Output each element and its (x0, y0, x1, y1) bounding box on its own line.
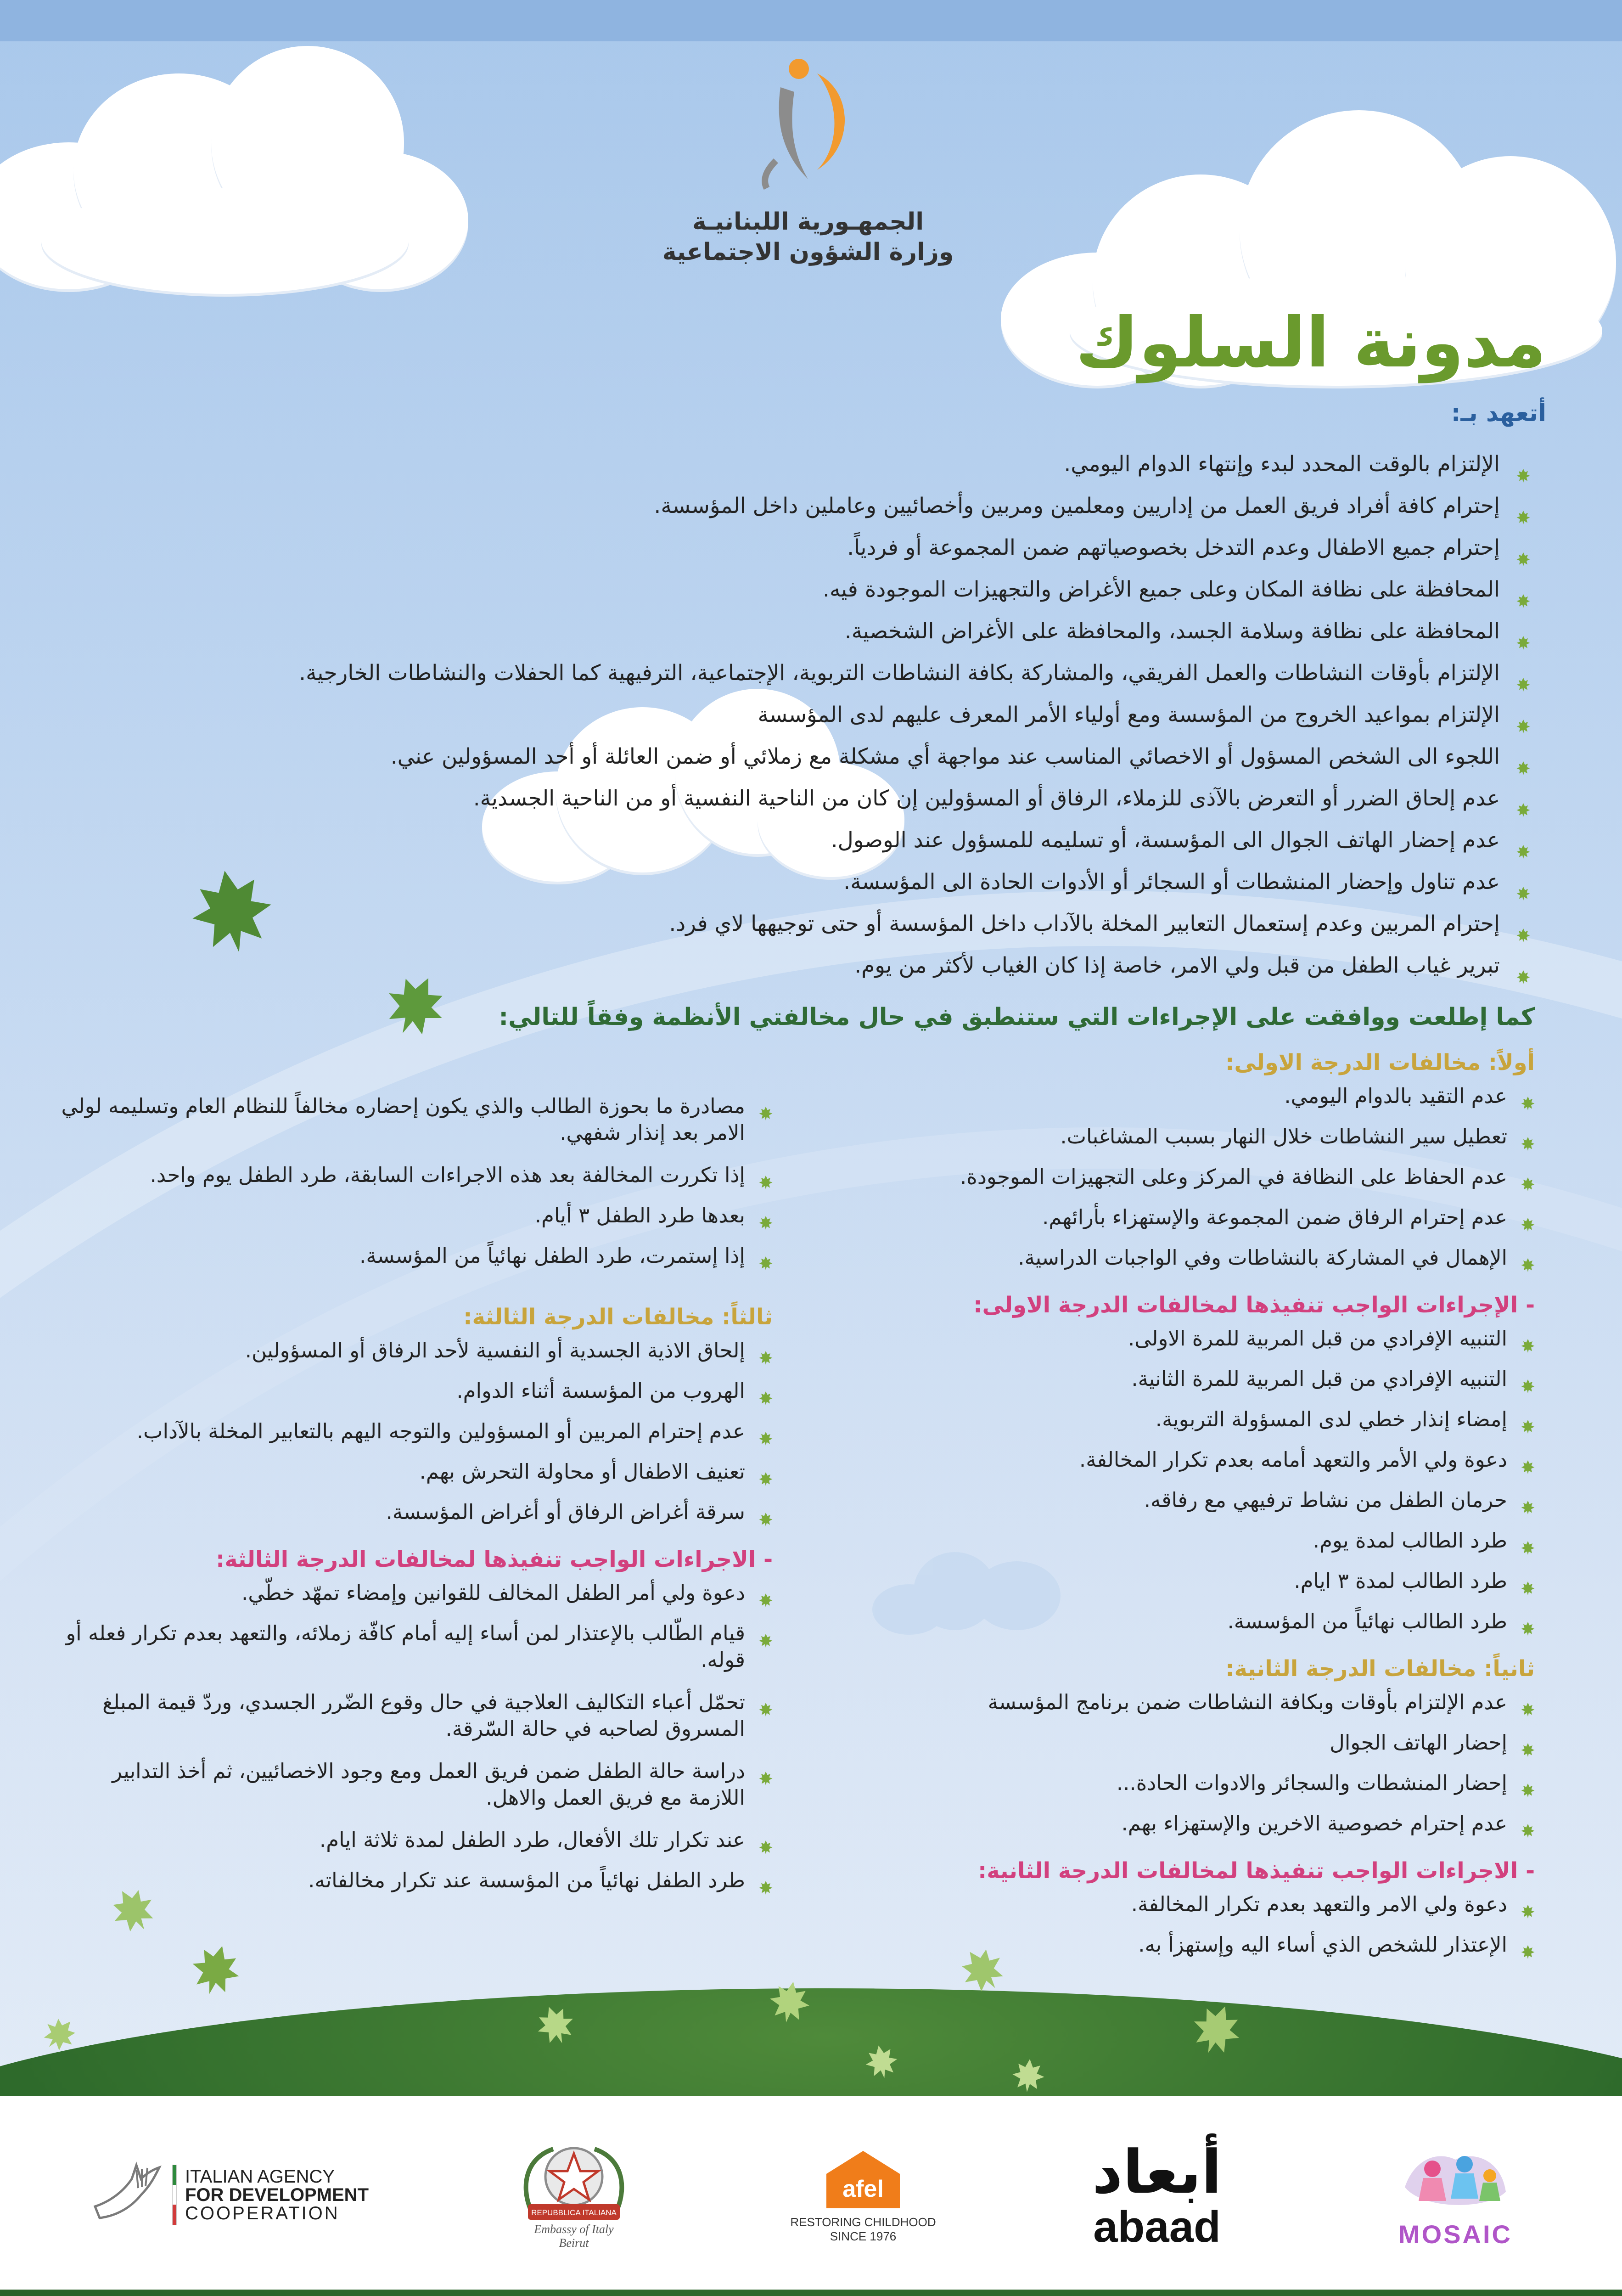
leaf-bullet-icon (1516, 875, 1530, 889)
leaf-bullet-icon (1516, 499, 1530, 513)
leaf-bullet-icon (1521, 1413, 1535, 1427)
list-item-text: عدم إلحاق الضرر أو التعرض بالآذى للزملاء، الرفاق أو المسؤولين إن كان من الناحية النفسية أو من الناحية الجسدية. (473, 785, 1500, 811)
leaf-icon (766, 1978, 813, 2026)
italian-emblem-icon (516, 2140, 631, 2223)
leaf-bullet-icon (1516, 541, 1530, 555)
list-item (56, 1758, 773, 1827)
embassy-script-1: Embassy of Italy (534, 2223, 614, 2236)
list-item-text: تحمّل أعباء التكاليف العلاجية في حال وقوع الضّرر الجسدي، وردّ قيمة المبلغ المسروق لصاحبه في حالة السّرقة. (102, 1690, 745, 1741)
list-item-text: دعوة ولي الامر والتعهد بعدم تكرار المخالفة. (1131, 1892, 1507, 1916)
list-item-text: حرمان الطفل من نشاط ترفيهي مع رفاقه. (1144, 1488, 1507, 1512)
list-item (56, 1337, 773, 1378)
section-heading: - الاجراءات الواجب تنفيذها لمخالفات الدرجة الثانية: (978, 1858, 1535, 1884)
list-item-text: عدم إحترام المربين أو المسؤولين والتوجه اليهم بالتعابير المخلة بالآداب. (136, 1419, 745, 1443)
list-item-text: عدم التقيد بالدوام اليومي. (1284, 1084, 1507, 1108)
leaf-bullet-icon (759, 1627, 773, 1641)
leaf-bullet-icon (1521, 1737, 1535, 1750)
agency-line-3: COOPERATION (185, 2203, 340, 2223)
leaf-bullet-icon (1521, 1131, 1535, 1144)
list-item (107, 568, 1530, 610)
leaf-bullet-icon (759, 1696, 773, 1710)
leaf-bullet-icon (1521, 1939, 1535, 1953)
abaad-logo (1070, 2126, 1244, 2264)
leaf-bullet-icon (1521, 1171, 1535, 1185)
list-item (819, 1487, 1535, 1527)
list-item-text: إحترام المربين وعدم إستعمال التعابير المخلة بالآداب داخل المؤسسة أو حتى توجيهها لاي فرد. (669, 911, 1500, 936)
list-item (819, 1164, 1535, 1204)
leaf-bullet-icon (759, 1425, 773, 1439)
list-item (56, 1458, 773, 1499)
list-item (819, 1325, 1535, 1366)
embassy-logo (500, 2126, 647, 2264)
leaf-bullet-icon (1516, 959, 1530, 973)
list-item (819, 1083, 1535, 1123)
leaf-bullet-icon (759, 1250, 773, 1264)
list-item-text: إحترام كافة أفراد فريق العمل من إداريين ومعلمين ومربين وأخصائيين وعاملين داخل المؤسسة. (654, 493, 1500, 518)
list-item (107, 861, 1530, 903)
leaf-icon (1011, 2058, 1046, 2093)
mosaic-figures-icon (1396, 2141, 1515, 2219)
list-item (819, 1568, 1535, 1608)
dove-icon (90, 2161, 164, 2229)
leaf-bullet-icon (1521, 1696, 1535, 1710)
leaf-bullet-icon (759, 1345, 773, 1358)
leaf-icon (531, 2001, 579, 2050)
list-item-text: الإلتزام بأوقات النشاطات والعمل الفريقي، والمشاركة بكافة النشاطات التربوية، الإجتماعية، الترفيهية كما الحفلات والنشاطات الخارجية. (299, 660, 1500, 686)
list-item-text: عدم إحترام خصوصية الاخرين والإستهزاء بهم. (1121, 1811, 1507, 1835)
list-item-text: عدم الإلتزام بأوقات وبكافة النشاطات ضمن برنامج المؤسسة (988, 1690, 1507, 1714)
leaf-bullet-icon (1521, 1898, 1535, 1912)
list-item (819, 1608, 1535, 1649)
leaf-bullet-icon (1516, 666, 1530, 680)
ministry-name (634, 207, 982, 267)
list-item (56, 1867, 773, 1908)
leaf-bullet-icon (1521, 1777, 1535, 1791)
list-item-text: التنبيه الإفرادي من قبل المربية للمرة الثانية. (1131, 1367, 1507, 1391)
page-title: مدونة السلوك (1075, 303, 1546, 383)
list-item (56, 1162, 773, 1202)
list-item-text: طرد الطالب نهائياً من المؤسسة. (1227, 1609, 1507, 1633)
list-item (819, 1446, 1535, 1487)
leaf-bullet-icon (1516, 457, 1530, 471)
mosaic-logo (1377, 2126, 1533, 2264)
leaf-bullet-icon (1521, 1373, 1535, 1387)
list-item-text: مصادرة ما بحوزة الطالب والذي يكون إحضاره مخالفاً للنظام العام وتسليمه لولي الامر بعد إنذار شفهي. (61, 1094, 745, 1145)
leaf-bullet-icon (759, 1169, 773, 1183)
leaf-bullet-icon (1521, 1575, 1535, 1589)
list-item (819, 1204, 1535, 1244)
leaf-bullet-icon (1516, 583, 1530, 597)
list-item (819, 1366, 1535, 1406)
list-item (819, 1891, 1535, 1931)
leaf-bullet-icon (1521, 1090, 1535, 1104)
list-item (819, 1810, 1535, 1851)
list-item (56, 1827, 773, 1867)
leaf-bullet-icon (1521, 1818, 1535, 1831)
embassy-ribbon-text: REPUBBLICA ITALIANA (531, 2208, 617, 2217)
list-item-text: دعوة ولي الأمر والتعهد أمامه بعدم تكرار المخالفة. (1079, 1447, 1507, 1472)
list-item (56, 1378, 773, 1418)
list-item-text: عدم تناول وإحضار المنشطات أو السجائر أو الأدوات الحادة الى المؤسسة. (843, 869, 1500, 895)
leaf-bullet-icon (1521, 1535, 1535, 1548)
leaf-bullet-icon (1521, 1454, 1535, 1468)
agency-line-1: ITALIAN AGENCY (185, 2167, 335, 2187)
ministry-line-1: الجمهـورية اللبنانيـة (692, 208, 924, 236)
pledge-list (107, 443, 1530, 986)
list-item-text: تبرير غياب الطفل من قبل ولي الامر، خاصة إذا كان الغياب لأكثر من يوم. (854, 952, 1500, 978)
ministry-line-2: وزارة الشؤون الاجتماعية (662, 238, 954, 266)
italian-agency-logo (83, 2126, 376, 2264)
leaf-icon (863, 2043, 900, 2081)
left-column (56, 1093, 773, 1908)
list-item (107, 485, 1530, 527)
abaad-latin: abaad (1093, 2202, 1221, 2251)
leaf-bullet-icon (759, 1834, 773, 1848)
right-column (819, 1042, 1535, 1972)
section-heading: ثانياً: مخالفات الدرجة الثانية: (1225, 1656, 1535, 1682)
agency-line-2: FOR DEVELOPMENT (185, 2185, 369, 2205)
list-item (819, 1770, 1535, 1810)
list-item-text: سرقة أغراض الرفاق أو أغراض المؤسسة. (386, 1500, 745, 1524)
leaf-bullet-icon (759, 1587, 773, 1601)
list-item-text: إذا إستمرت، طرد الطفل نهائياً من المؤسسة. (359, 1244, 745, 1268)
mosaic-word: MOSAIC (1398, 2219, 1512, 2249)
list-item (107, 694, 1530, 736)
section-heading: أولاً: مخالفات الدرجة الاولى: (1225, 1050, 1535, 1075)
list-item-text: المحافظة على نظافة المكان وعلى جميع الأغراض والتجهيزات الموجودة فيه. (823, 576, 1500, 602)
leaf-bullet-icon (1521, 1333, 1535, 1346)
section-heading: - الاجراءات الواجب تنفيذها لمخالفات الدرجة الثالثة: (216, 1547, 773, 1572)
afel-logo (771, 2126, 955, 2264)
list-item-text: الإهمال في المشاركة بالنشاطات وفي الواجبات الدراسية. (1018, 1245, 1507, 1270)
intro-statement: كما إطلعت ووافقت على الإجراءات التي ستنطبق في حال مخالفتي الأنظمة وفقاً للتالي: (499, 1003, 1535, 1031)
leaf-bullet-icon (759, 1210, 773, 1223)
list-item (107, 777, 1530, 819)
list-item (819, 1406, 1535, 1446)
list-item-text: إحضار المنشطات والسجائر والادوات الحادة... (1116, 1771, 1507, 1795)
abaad-arabic: أبعاد (1092, 2137, 1222, 2207)
leaf-icon (186, 1940, 246, 2000)
list-item (107, 736, 1530, 777)
leaf-bullet-icon (759, 1874, 773, 1888)
list-item-text: اللجوء الى الشخص المسؤول أو الاخصائي المناسب عند مواجهة أي مشكلة مع زملائي أو ضمن العائلة أو أحد المسؤولين عني. (390, 743, 1500, 769)
afel-name: afel (842, 2176, 884, 2202)
leaf-bullet-icon (1521, 1615, 1535, 1629)
list-item-text: التنبيه الإفرادي من قبل المربية للمرة الاولى. (1128, 1326, 1507, 1351)
list-item (819, 1123, 1535, 1164)
list-item-text: إلحاق الاذية الجسدية أو النفسية لأحد الرفاق أو المسؤولين. (245, 1338, 745, 1362)
leaf-icon (37, 2011, 83, 2057)
house-icon (822, 2146, 904, 2211)
list-item (56, 1499, 773, 1539)
section-heading: - الإجراءات الواجب تنفيذها لمخالفات الدرجة الاولى: (973, 1292, 1535, 1318)
list-item (107, 652, 1530, 694)
list-item (107, 443, 1530, 485)
list-item (107, 945, 1530, 986)
list-item-text: إحترام جميع الاطفال وعدم التدخل بخصوصياتهم ضمن المجموعة أو فردياً. (847, 535, 1500, 560)
leaf-bullet-icon (759, 1385, 773, 1399)
list-item-text: دعوة ولي أمر الطفل المخالف للقوانين وإمضاء تمهّد خطّي. (241, 1581, 745, 1605)
list-item (819, 1931, 1535, 1972)
leaf-bullet-icon (759, 1100, 773, 1114)
list-item (819, 1689, 1535, 1729)
list-item (56, 1580, 773, 1620)
section-heading: ثالثاً: مخالفات الدرجة الثالثة: (463, 1304, 773, 1330)
list-item-text: الإلتزام بمواعيد الخروج من المؤسسة ومع أولياء الأمر المعرف عليهم لدى المؤسسة (758, 702, 1500, 727)
list-item-text: عدم الحفاظ على النظافة في المركز وعلى التجهيزات الموجودة. (960, 1165, 1507, 1189)
leaf-bullet-icon (1516, 625, 1530, 638)
leaf-bullet-icon (1516, 917, 1530, 931)
leaf-bullet-icon (1521, 1211, 1535, 1225)
leaf-bullet-icon (759, 1765, 773, 1779)
list-item (107, 610, 1530, 652)
leaf-bullet-icon (759, 1506, 773, 1520)
leaf-bullet-icon (759, 1466, 773, 1480)
list-item (56, 1620, 773, 1689)
list-item-text: الإلتزام بالوقت المحدد لبدء وإنتهاء الدوام اليومي. (1064, 451, 1500, 477)
list-item-text: طرد الطالب لمدة يوم. (1313, 1528, 1507, 1553)
list-item (56, 1418, 773, 1458)
list-item (56, 1202, 773, 1243)
list-item-text: طرد الطالب لمدة ٣ ايام. (1294, 1569, 1507, 1593)
list-item-text: المحافظة على نظافة وسلامة الجسد، والمحافظة على الأغراض الشخصية. (844, 618, 1500, 644)
leaf-bullet-icon (1516, 708, 1530, 722)
list-item-text: إذا تكررت المخالفة بعد هذه الاجراءات السابقة، طرد الطفل يوم واحد. (150, 1163, 745, 1187)
list-item (107, 527, 1530, 568)
list-item-text: دراسة حالة الطفل ضمن فريق العمل ومع وجود الاخصائيين، ثم أخذ التدابير اللازمة مع فريق العمل والاهل. (112, 1759, 745, 1810)
list-item-text: إحضار الهاتف الجوال (1330, 1730, 1507, 1755)
ministry-logo-icon (748, 55, 868, 193)
list-item-text: عدم إحضار الهاتف الجوال الى المؤسسة، أو تسليمه للمسؤول عند الوصول. (831, 827, 1500, 853)
list-item (107, 903, 1530, 945)
afel-tagline-1: RESTORING CHILDHOOD (790, 2215, 936, 2229)
leaf-bullet-icon (1516, 833, 1530, 847)
list-item-text: عدم إحترام الرفاق ضمن المجموعة والإستهزاء بأرائهم. (1042, 1205, 1507, 1229)
list-item-text: قيام الطّالب بالإعتذار لمن أساء إليه أمام كافّة زملائه، والتعهد بعدم تكرار فعله أو قوله. (66, 1621, 745, 1672)
list-item-text: عند تكرار تلك الأفعال، طرد الطفل لمدة ثلاثة ايام. (319, 1828, 745, 1852)
list-item (819, 1729, 1535, 1770)
list-item (56, 1689, 773, 1758)
list-item (107, 819, 1530, 861)
embassy-script-2: Beirut (559, 2236, 589, 2250)
list-item-text: بعدها طرد الطفل ٣ أيام. (534, 1203, 745, 1227)
leaf-bullet-icon (1521, 1252, 1535, 1266)
pledge-heading: أتعهد بـ: (1451, 400, 1546, 427)
list-item-text: إمضاء إنذار خطي لدى المسؤولة التربوية. (1155, 1407, 1507, 1431)
list-item-text: تعنيف الاطفال أو محاولة التحرش بهم. (419, 1459, 745, 1484)
list-item-text: الإعتذار للشخص الذي أساء اليه وإستهزأ به. (1138, 1932, 1507, 1957)
leaf-bullet-icon (1521, 1494, 1535, 1508)
list-item (56, 1093, 773, 1162)
leaf-bullet-icon (1516, 750, 1530, 764)
list-item (819, 1527, 1535, 1568)
list-item-text: طرد الطفل نهائياً من المؤسسة عند تكرار مخالفاته. (308, 1868, 745, 1892)
list-item (819, 1244, 1535, 1285)
list-item-text: تعطيل سير النشاطات خلال النهار بسبب المشاغبات. (1060, 1124, 1507, 1148)
leaf-icon (1185, 1998, 1247, 2061)
afel-tagline-2: SINCE 1976 (830, 2229, 897, 2243)
list-item-text: الهروب من المؤسسة أثناء الدوام. (456, 1379, 745, 1403)
leaf-bullet-icon (1516, 792, 1530, 805)
list-item (56, 1243, 773, 1283)
